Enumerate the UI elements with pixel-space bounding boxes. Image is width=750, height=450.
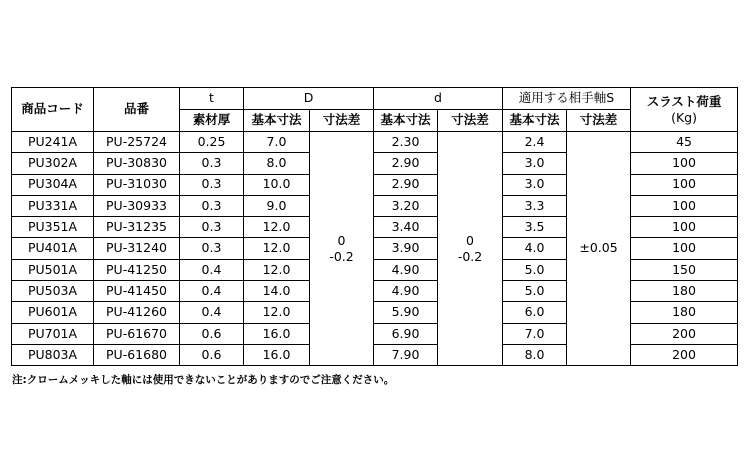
cell-S-basic: 3.0 bbox=[503, 153, 567, 174]
cell-product-code: PU503A bbox=[12, 281, 94, 302]
cell-S-basic: 5.0 bbox=[503, 281, 567, 302]
header-mating-shaft: 適用する相手軸S bbox=[503, 88, 631, 110]
cell-thickness: 0.3 bbox=[180, 195, 244, 216]
header-material-thickness: 素材厚 bbox=[180, 110, 244, 132]
cell-product-code: PU401A bbox=[12, 238, 94, 259]
cell-S-basic: 2.4 bbox=[503, 132, 567, 153]
cell-thrust-load: 200 bbox=[631, 344, 738, 365]
footnote: 注:クロームメッキした軸には使用できないことがありますのでご注意ください。 bbox=[12, 374, 395, 386]
cell-d-tolerance bbox=[438, 132, 503, 366]
cell-D-basic: 9.0 bbox=[244, 195, 310, 216]
cell-d-basic: 6.90 bbox=[374, 323, 438, 344]
cell-part-number: PU-31030 bbox=[94, 174, 180, 195]
cell-thrust-load: 150 bbox=[631, 259, 738, 280]
cell-D-tolerance bbox=[310, 132, 374, 366]
cell-thrust-load: 100 bbox=[631, 195, 738, 216]
cell-S-basic: 3.5 bbox=[503, 217, 567, 238]
cell-part-number: PU-41450 bbox=[94, 281, 180, 302]
cell-d-basic: 2.90 bbox=[374, 174, 438, 195]
cell-product-code: PU601A bbox=[12, 302, 94, 323]
cell-d-basic: 3.90 bbox=[374, 238, 438, 259]
cell-thickness: 0.4 bbox=[180, 281, 244, 302]
cell-D-basic: 16.0 bbox=[244, 344, 310, 365]
cell-part-number: PU-30830 bbox=[94, 153, 180, 174]
cell-D-basic: 16.0 bbox=[244, 323, 310, 344]
cell-D-basic: 10.0 bbox=[244, 174, 310, 195]
thrust-load-unit: (Kg) bbox=[671, 109, 697, 125]
header-d-tolerance: 寸法差 bbox=[438, 110, 503, 132]
header-row-1 bbox=[12, 88, 738, 110]
header-part-number: 品番 bbox=[94, 88, 180, 132]
cell-thickness: 0.3 bbox=[180, 238, 244, 259]
spec-table bbox=[11, 87, 738, 366]
cell-product-code: PU241A bbox=[12, 132, 94, 153]
cell-part-number: PU-41260 bbox=[94, 302, 180, 323]
header-D-basic-size: 基本寸法 bbox=[244, 110, 310, 132]
cell-D-basic: 12.0 bbox=[244, 217, 310, 238]
cell-d-basic: 2.30 bbox=[374, 132, 438, 153]
cell-thickness: 0.3 bbox=[180, 217, 244, 238]
cell-thrust-load: 100 bbox=[631, 217, 738, 238]
cell-thrust-load: 100 bbox=[631, 153, 738, 174]
cell-product-code: PU803A bbox=[12, 344, 94, 365]
header-thrust-load bbox=[631, 88, 738, 132]
cell-S-tolerance: ±0.05 bbox=[567, 132, 631, 366]
cell-S-basic: 6.0 bbox=[503, 302, 567, 323]
cell-product-code: PU331A bbox=[12, 195, 94, 216]
cell-product-code: PU701A bbox=[12, 323, 94, 344]
cell-d-basic: 5.90 bbox=[374, 302, 438, 323]
cell-S-basic: 3.0 bbox=[503, 174, 567, 195]
cell-part-number: PU-41250 bbox=[94, 259, 180, 280]
cell-d-basic: 3.40 bbox=[374, 217, 438, 238]
cell-thrust-load: 45 bbox=[631, 132, 738, 153]
thrust-load-label: スラスト荷重 bbox=[646, 93, 722, 109]
header-inner-diameter: d bbox=[374, 88, 503, 110]
header-S-tolerance: 寸法差 bbox=[567, 110, 631, 132]
cell-part-number: PU-61670 bbox=[94, 323, 180, 344]
cell-d-basic: 3.20 bbox=[374, 195, 438, 216]
cell-part-number: PU-31235 bbox=[94, 217, 180, 238]
cell-product-code: PU501A bbox=[12, 259, 94, 280]
header-d-basic-size: 基本寸法 bbox=[374, 110, 438, 132]
cell-S-basic: 7.0 bbox=[503, 323, 567, 344]
table-body bbox=[12, 132, 738, 366]
cell-thickness: 0.6 bbox=[180, 323, 244, 344]
cell-D-basic: 12.0 bbox=[244, 259, 310, 280]
cell-thickness: 0.3 bbox=[180, 174, 244, 195]
cell-D-basic: 12.0 bbox=[244, 238, 310, 259]
cell-thrust-load: 100 bbox=[631, 238, 738, 259]
cell-product-code: PU351A bbox=[12, 217, 94, 238]
header-t: t bbox=[180, 88, 244, 110]
cell-product-code: PU302A bbox=[12, 153, 94, 174]
cell-part-number: PU-30933 bbox=[94, 195, 180, 216]
cell-thrust-load: 200 bbox=[631, 323, 738, 344]
cell-S-basic: 5.0 bbox=[503, 259, 567, 280]
cell-S-basic: 4.0 bbox=[503, 238, 567, 259]
cell-D-basic: 8.0 bbox=[244, 153, 310, 174]
cell-part-number: PU-25724 bbox=[94, 132, 180, 153]
cell-S-basic: 8.0 bbox=[503, 344, 567, 365]
cell-thrust-load: 100 bbox=[631, 174, 738, 195]
cell-D-basic: 14.0 bbox=[244, 281, 310, 302]
cell-thrust-load: 180 bbox=[631, 281, 738, 302]
cell-d-basic: 4.90 bbox=[374, 281, 438, 302]
cell-thickness: 0.4 bbox=[180, 259, 244, 280]
cell-D-tolerance-upper: 0 bbox=[337, 233, 346, 248]
cell-product-code: PU304A bbox=[12, 174, 94, 195]
table-row bbox=[12, 132, 738, 153]
cell-D-basic: 12.0 bbox=[244, 302, 310, 323]
header-outer-diameter: D bbox=[244, 88, 374, 110]
cell-part-number: PU-61680 bbox=[94, 344, 180, 365]
cell-thickness: 0.3 bbox=[180, 153, 244, 174]
cell-d-basic: 4.90 bbox=[374, 259, 438, 280]
cell-thickness: 0.25 bbox=[180, 132, 244, 153]
cell-thickness: 0.4 bbox=[180, 302, 244, 323]
cell-thrust-load: 180 bbox=[631, 302, 738, 323]
header-product-code: 商品コード bbox=[12, 88, 94, 132]
cell-d-basic: 2.90 bbox=[374, 153, 438, 174]
cell-thickness: 0.6 bbox=[180, 344, 244, 365]
cell-D-basic: 7.0 bbox=[244, 132, 310, 153]
cell-d-tolerance-upper: 0 bbox=[466, 233, 474, 248]
cell-D-tolerance-lower: -0.2 bbox=[329, 248, 354, 264]
cell-part-number: PU-31240 bbox=[94, 238, 180, 259]
cell-d-tolerance-lower: -0.2 bbox=[457, 248, 483, 264]
header-S-basic-size: 基本寸法 bbox=[503, 110, 567, 132]
header-D-tolerance: 寸法差 bbox=[310, 110, 374, 132]
cell-S-basic: 3.3 bbox=[503, 195, 567, 216]
cell-d-basic: 7.90 bbox=[374, 344, 438, 365]
